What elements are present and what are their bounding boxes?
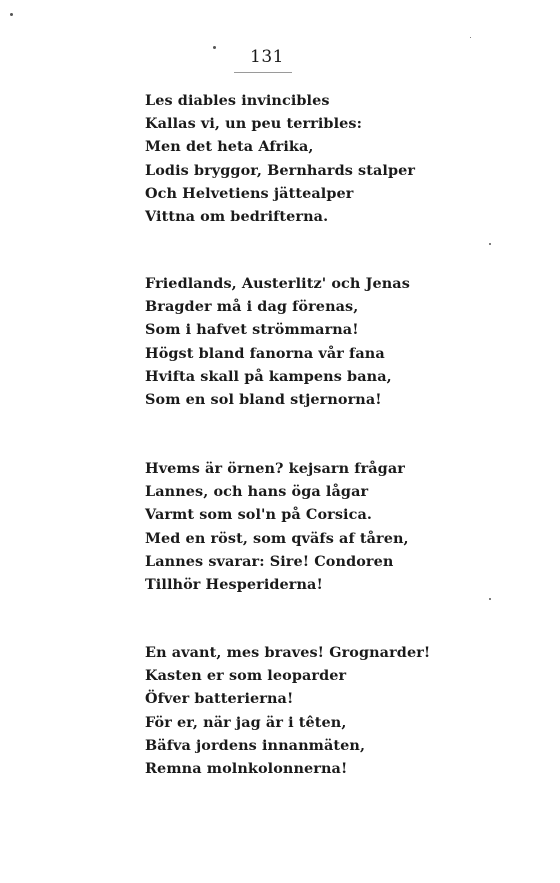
verse-line: Varmt som sol'n på Corsica. [145,506,373,524]
ink-speck [10,13,13,16]
ink-speck [489,243,491,245]
verse-line: Vittna om bedrifterna. [145,207,329,225]
verse-line: Med en röst, som qväfs af tåren, [145,529,409,547]
verse-line: Men det heta Afrika, [145,138,314,156]
ink-speck [470,37,471,38]
verse-line: Lannes svarar: Sire! Condoren [145,552,394,570]
page-number-rule [234,72,292,73]
verse-line: Remna molnkolonnerna! [145,759,348,777]
ink-speck [489,598,491,600]
verse-line: Hvems är örnen? kejsarn frågar [145,460,405,477]
verse-line: Kasten er som leoparder [145,667,347,685]
stanza-3 [145,457,445,596]
verse-line: Högst bland fanorna vår fana [145,344,385,362]
verse-line: Les diables invincibles [145,92,330,109]
stanza-4 [145,641,445,780]
verse-line: Bäfva jordens innanmäten, [145,736,366,754]
verse-line: Friedlands, Austerlitz' och Jenas [145,275,410,292]
ink-speck [213,46,216,49]
verse-line: För er, när jag är i têten, [145,713,347,731]
verse-line: En avant, mes braves! Grognarder! [145,644,431,661]
stanza-2 [145,272,445,411]
verse-line: Tillhör Hesperiderna! [145,575,323,593]
verse-line: Hvifta skall på kampens bana, [145,367,392,385]
verse-line: Kallas vi, un peu terribles: [145,115,363,133]
page-number: 131 [250,47,284,67]
verse-line: Lannes, och hans öga lågar [145,483,369,501]
verse-line: Som i hafvet strömmarna! [145,321,359,339]
verse-line: Och Helvetiens jättealper [145,184,354,202]
verse-line: Som en sol bland stjernorna! [145,390,382,408]
verse-line: Bragder må i dag förenas, [145,298,359,316]
verse-line: Öfver batterierna! [145,690,294,708]
verse-line: Lodis bryggor, Bernhards stalper [145,161,416,179]
stanza-1 [145,89,445,228]
